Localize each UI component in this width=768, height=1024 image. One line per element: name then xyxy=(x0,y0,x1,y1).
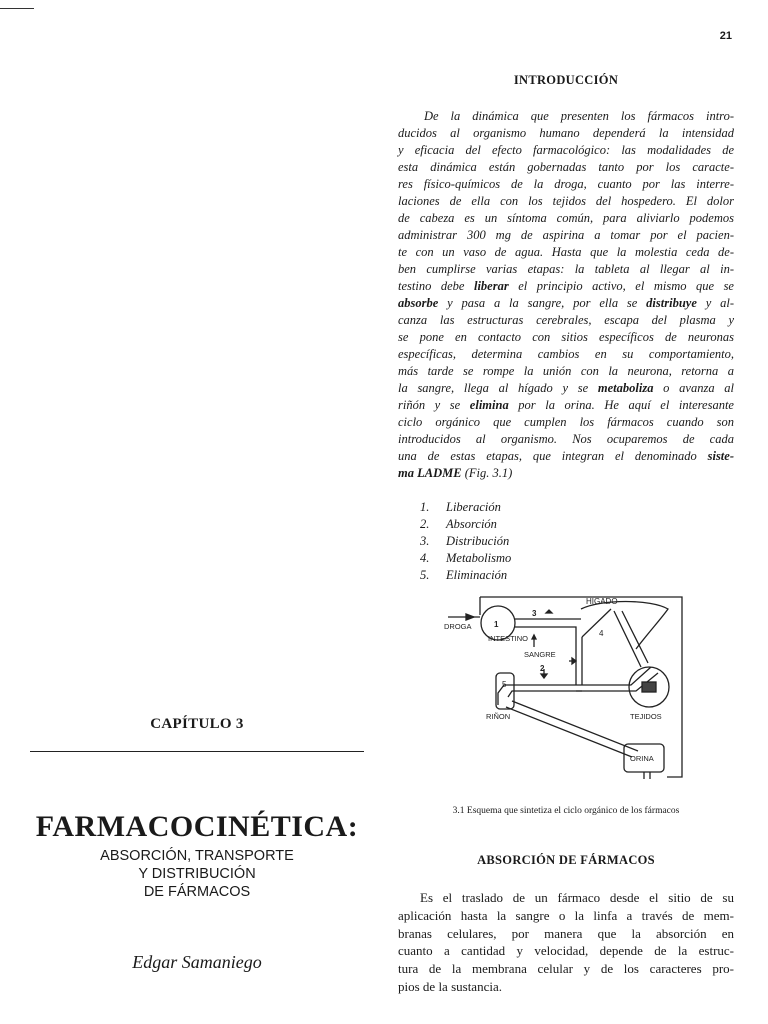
intro-heading: INTRODUCCIÓN xyxy=(513,73,619,87)
author-name: Edgar Samaniego xyxy=(132,952,262,972)
intro-paragraph xyxy=(398,108,734,482)
corner-rule xyxy=(0,8,34,9)
tissue-label: TEJIDOS xyxy=(630,712,662,721)
key-term: metaboliza xyxy=(597,381,654,395)
ladme-list xyxy=(420,499,511,584)
urine-label: ORINA xyxy=(630,754,654,763)
chapter-subtitle xyxy=(30,847,364,901)
paragraph-line: tura de la membrana celular y de los caracteres pro- xyxy=(398,961,734,977)
text-run: y al- xyxy=(696,296,734,310)
blood-label: SANGRE xyxy=(524,650,556,659)
paragraph-line xyxy=(398,414,734,431)
text-run: ducidos al organismo humano dependerá la intensidad xyxy=(398,126,734,140)
text-run: (Fig. 3.1) xyxy=(461,466,513,480)
chapter-label: CAPÍTULO 3 xyxy=(150,716,244,732)
list-item: 2. Absorción xyxy=(420,517,497,531)
section-heading: ABSORCIÓN DE FÁRMACOS xyxy=(477,853,655,867)
text-run: canza las estructuras cerebrales, escapa del plasma y xyxy=(398,313,734,327)
chapter-subtitle-line: ABSORCIÓN, TRANSPORTE xyxy=(100,848,294,864)
tissue-site xyxy=(642,682,656,692)
paragraph-line xyxy=(398,125,734,142)
paragraph-line xyxy=(398,210,734,227)
text-run: testino debe xyxy=(398,279,474,293)
key-term: elimina xyxy=(469,398,509,412)
paragraph-line xyxy=(398,142,734,159)
list-item: 3. Distribución xyxy=(420,534,510,548)
text-run: res físico-químicos de la droga, cuanto por las interre- xyxy=(398,177,734,191)
paragraph-line xyxy=(398,346,734,363)
paragraph-line xyxy=(398,397,734,414)
page-number: 21 xyxy=(719,30,732,42)
text-run: se pone en contacto con sitios específicos de neuronas xyxy=(398,330,734,344)
paragraph-line: pios de la sustancia. xyxy=(398,978,502,994)
text-run: ben cumplirse varias etapas: la tableta al llegar al in- xyxy=(398,262,734,276)
urine-outlet xyxy=(644,772,650,779)
paragraph-line xyxy=(398,295,734,312)
kidney-label: RIÑON xyxy=(486,712,511,721)
text-run: por la orina. He aquí el interesante xyxy=(508,398,734,412)
figure-caption: 3.1 Esquema que sintetiza el ciclo orgánico de los fármacos xyxy=(452,806,680,816)
list-item: 1. Liberación xyxy=(420,500,501,514)
ladme-diagram xyxy=(436,589,688,781)
blood-to-liver xyxy=(582,609,611,637)
chapter-title: FARMACOCINÉTICA: xyxy=(35,810,359,843)
list-item: 5. Eliminación xyxy=(420,568,508,582)
list-item: 4. Metabolismo xyxy=(420,551,512,565)
paragraph-line: branas celulares, por manera que la absorción en xyxy=(398,925,734,941)
step-number: 3 xyxy=(532,609,537,618)
text-run: y pasa a la sangre, por ella se xyxy=(438,296,647,310)
text-run: más tarde se rompe la unión con la neurona, retorna a xyxy=(398,364,734,378)
paragraph-line xyxy=(398,363,734,380)
text-run: o avanza al xyxy=(653,381,735,395)
key-term: ma LADME xyxy=(398,466,462,480)
paragraph-line: cuanto a cantidad y velocidad, depende de la estruc- xyxy=(398,943,734,959)
intestine-label: INTESTINO xyxy=(488,634,529,643)
chapter-divider xyxy=(30,751,364,752)
key-term: siste- xyxy=(707,449,734,463)
paragraph-line xyxy=(398,465,734,482)
text-run: te con un vaso de agua. Hasta que la molestia ceda de- xyxy=(398,245,734,259)
text-run: ciclo orgánico que cumplen los fármacos cuando son xyxy=(398,415,734,429)
paragraph-line xyxy=(398,329,734,346)
text-run: el principio activo, el mismo que se xyxy=(508,279,734,293)
text-run: administrar 300 mg de aspirina a tomar por el pacien- xyxy=(398,228,734,242)
step-number: 4 xyxy=(599,629,604,638)
paragraph-line xyxy=(398,380,734,397)
text-run: de cabeza es un síntoma común, para aliviarlo podemos xyxy=(398,211,734,225)
text-run: esta dinámica están gobernadas tanto por los caracte- xyxy=(398,160,734,174)
text-run: introducidos al organismo. Nos ocuparemos de cada xyxy=(398,432,734,446)
paragraph-line xyxy=(398,227,734,244)
text-run: una de estas etapas, que integran el denominado xyxy=(398,449,708,463)
paragraph-line xyxy=(398,108,734,125)
paragraph-line: Es el traslado de un fármaco desde el sitio de su xyxy=(420,890,734,905)
text-run: específicas, determina cambios en su comportamiento, xyxy=(398,347,734,361)
arrow-2 xyxy=(546,610,552,613)
text-run: De la dinámica que presenten los fármacos intro- xyxy=(424,109,734,123)
text-run: laciones de ella con los tejidos del hospedero. El dolor xyxy=(398,194,734,208)
text-run: y eficacia del efecto farmacológico: las modalidades de xyxy=(398,143,734,157)
section-paragraph xyxy=(398,889,734,996)
paragraph-line xyxy=(398,176,734,193)
step-number: 2 xyxy=(540,664,545,673)
paragraph-line xyxy=(398,261,734,278)
text-run: riñón y se xyxy=(398,398,470,412)
text-run: la sangre, llega al hígado y se xyxy=(398,381,598,395)
key-term: absorbe xyxy=(398,296,439,310)
paragraph-line xyxy=(398,278,734,295)
kidney-return xyxy=(508,691,582,697)
step-number: 1 xyxy=(494,620,499,629)
chapter-subtitle-line: Y DISTRIBUCIÓN xyxy=(138,866,256,882)
liver-tissue-channel xyxy=(614,611,648,667)
step-number: 5 xyxy=(502,680,507,689)
paragraph-line xyxy=(398,312,734,329)
paragraph-line xyxy=(398,244,734,261)
key-term: distribuye xyxy=(646,296,697,310)
paragraph-line xyxy=(398,159,734,176)
paragraph-line xyxy=(398,193,734,210)
drug-arrow xyxy=(466,614,474,620)
kidney-to-urine xyxy=(506,701,638,757)
paragraph-line xyxy=(398,448,734,465)
liver-label: HIGADO xyxy=(586,597,618,606)
paragraph-line xyxy=(398,431,734,448)
paragraph-line: aplicación hasta la sangre o la linfa a través de mem- xyxy=(398,907,734,923)
key-term: liberar xyxy=(473,279,509,293)
chapter-subtitle-line: DE FÁRMACOS xyxy=(143,884,251,900)
drug-label: DROGA xyxy=(444,622,472,631)
